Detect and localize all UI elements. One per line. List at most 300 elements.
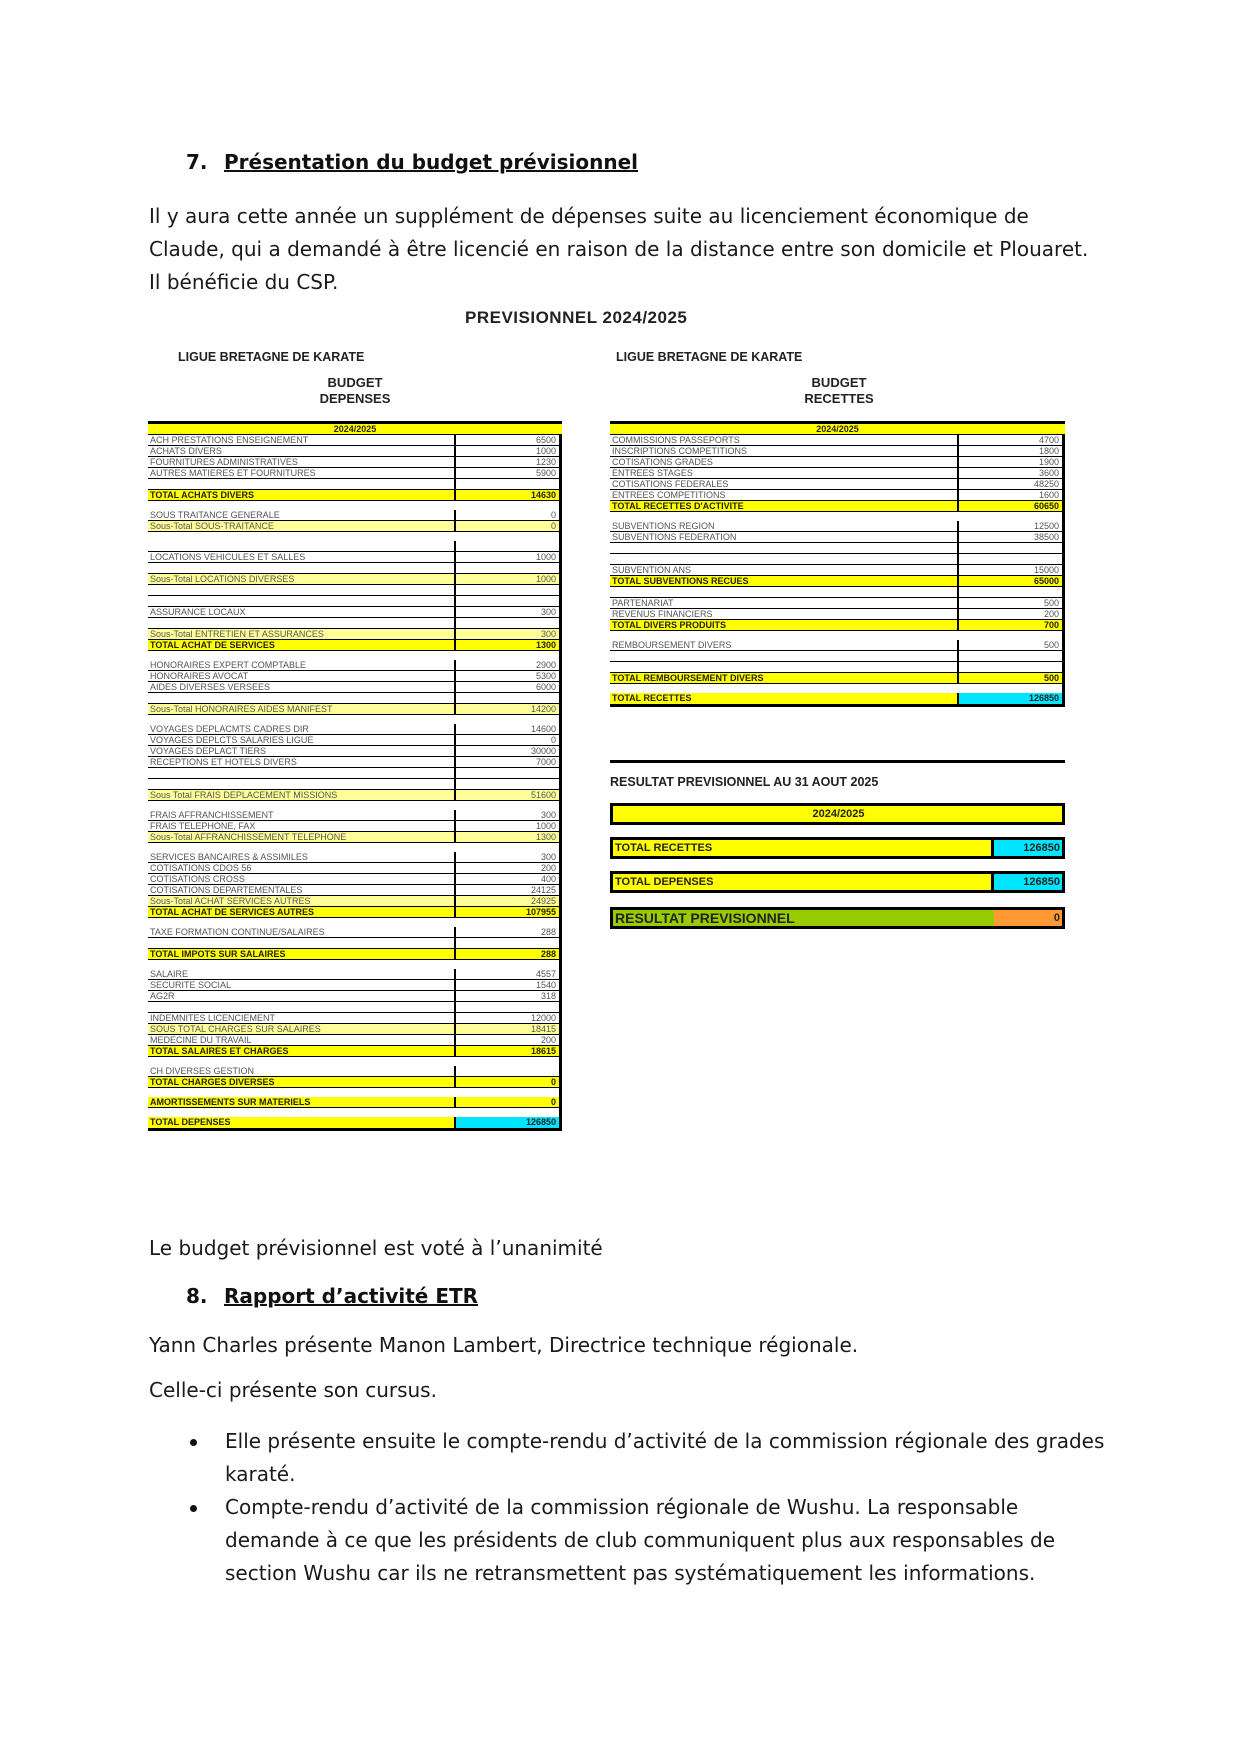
row-value <box>456 585 559 595</box>
section-8-intro: Yann Charles présente Manon Lambert, Directrice technique régionale. <box>149 1333 859 1357</box>
row-value <box>959 684 1062 693</box>
row-value <box>456 1002 559 1012</box>
row-value: 65000 <box>1033 576 1059 586</box>
table-row <box>610 640 1062 651</box>
row-label <box>148 918 456 927</box>
table-row <box>148 927 559 938</box>
row-label: TOTAL DIVERS PRODUITS <box>610 620 959 630</box>
row-label: AMORTISSEMENTS SUR MATERIELS <box>148 1097 456 1107</box>
row-label: INSCRIPTIONS COMPETITIONS <box>610 446 959 456</box>
table-row <box>610 620 1062 631</box>
right-org-name: LIGUE BRETAGNE DE KARATE <box>616 350 803 364</box>
row-label <box>148 541 456 551</box>
row-label: TOTAL SALAIRES ET CHARGES <box>148 1046 456 1056</box>
row-label: TOTAL CHARGES DIVERSES <box>148 1077 456 1087</box>
table-row <box>148 843 559 852</box>
row-label <box>610 554 959 564</box>
row-value: 1000 <box>535 446 556 456</box>
table-row <box>148 693 559 704</box>
table-row <box>148 618 559 629</box>
row-value: 0 <box>550 735 556 745</box>
row-value: 38500 <box>1033 532 1059 542</box>
row-label: TOTAL ACHAT DE SERVICES AUTRES <box>148 907 456 917</box>
row-label: MEDECINE DU TRAVAIL <box>148 1035 456 1045</box>
table-row <box>148 779 559 790</box>
row-label: SOUS TRAITANCE GENERALE <box>148 510 456 520</box>
bullet-text: Elle présente ensuite le compte-rendu d’activité de la commission régionale des grades karaté. <box>225 1429 1105 1486</box>
row-label: Sous-Total LOCATIONS DIVERSES <box>148 574 456 584</box>
row-value: 300 <box>540 810 556 820</box>
table-row <box>148 1057 559 1066</box>
table-row <box>148 479 559 490</box>
table-row <box>610 435 1062 446</box>
table-row <box>610 576 1062 587</box>
row-value: 6000 <box>535 682 556 692</box>
row-label: ASSURANCE LOCAUX <box>148 607 456 617</box>
row-value: 126850 <box>456 1117 559 1128</box>
row-label: HONORAIRES EXPERT COMPTABLE <box>148 660 456 670</box>
year-header: 2024/2025 <box>613 806 1062 822</box>
row-value: 1900 <box>1038 457 1059 467</box>
row-label: COTISATIONS CDOS 56 <box>148 863 456 873</box>
table-row <box>148 969 559 980</box>
row-value: 60650 <box>1033 501 1059 511</box>
row-value: 14630 <box>530 490 556 500</box>
table-row <box>148 521 559 532</box>
row-value: 300 <box>540 629 556 639</box>
table-row <box>148 832 559 843</box>
row-value: 700 <box>1043 620 1059 630</box>
row-label <box>148 779 456 789</box>
row-value: 1230 <box>535 457 556 467</box>
row-value: 1000 <box>535 552 556 562</box>
table-row <box>148 746 559 757</box>
row-value: 0 <box>550 521 556 531</box>
table-row <box>148 896 559 907</box>
table-row <box>148 949 559 960</box>
table-row <box>148 757 559 768</box>
paragraph-line: Il bénéficie du CSP. <box>149 270 339 294</box>
row-value: 500 <box>1043 598 1059 608</box>
row-value: 200 <box>1043 609 1059 619</box>
table-row <box>148 715 559 724</box>
row-value: 18615 <box>530 1046 556 1056</box>
row-label: Sous Total FRAIS DEPLACEMENT MISSIONS <box>148 790 456 800</box>
row-value: 30000 <box>530 746 556 756</box>
row-value: 7000 <box>535 757 556 767</box>
row-label: TOTAL RECETTES <box>610 693 959 704</box>
row-label <box>148 479 456 489</box>
table-row <box>148 541 559 552</box>
row-label: Sous-Total HONORAIRES AIDES MANIFEST <box>148 704 456 714</box>
total-recettes-value: 126850 <box>991 840 1062 856</box>
row-value <box>959 631 1062 640</box>
row-label <box>148 960 456 969</box>
right-budget-heading <box>774 375 904 407</box>
row-value: 3600 <box>1038 468 1059 478</box>
row-label <box>610 631 959 640</box>
row-value: 24925 <box>530 896 556 906</box>
row-value <box>456 693 559 703</box>
row-label: SOUS TOTAL CHARGES SUR SALAIRES <box>148 1024 456 1034</box>
table-row <box>148 490 559 501</box>
row-value: 500 <box>1043 640 1059 650</box>
section-8-heading <box>186 1284 478 1308</box>
row-label <box>610 512 959 521</box>
table-row <box>148 1024 559 1035</box>
row-label: LOCATIONS VEHICULES ET SALLES <box>148 552 456 562</box>
row-value: 300 <box>540 607 556 617</box>
section-number: 7. <box>186 150 208 174</box>
row-value: 5300 <box>535 671 556 681</box>
year-header: 2024/2025 <box>816 424 859 434</box>
table-row <box>148 790 559 801</box>
row-label: COTISATIONS CROSS <box>148 874 456 884</box>
row-label <box>610 587 959 597</box>
row-value <box>959 587 1062 597</box>
resultat-total-recettes <box>610 837 1065 859</box>
row-label: SALAIRE <box>148 969 456 979</box>
row-value <box>959 512 1062 521</box>
table-row <box>148 980 559 991</box>
row-value: 288 <box>540 949 556 959</box>
budget-title: PREVISIONNEL 2024/2025 <box>465 308 688 327</box>
row-label: SUBVENTIONS REGION <box>610 521 959 531</box>
row-value: 1540 <box>535 980 556 990</box>
table-row <box>148 1035 559 1046</box>
table-row <box>148 885 559 896</box>
depenses-table <box>148 421 562 1131</box>
table-row <box>148 704 559 715</box>
table-row <box>610 543 1062 554</box>
row-label <box>148 1057 456 1066</box>
row-value: 500 <box>1043 673 1059 683</box>
table-row <box>610 512 1062 521</box>
table-row <box>148 468 559 479</box>
table-row <box>148 552 559 563</box>
row-label <box>148 596 456 606</box>
row-label: ACHATS DIVERS <box>148 446 456 456</box>
row-value: 200 <box>540 863 556 873</box>
row-label: Sous-Total AFFRANCHISSEMENT TELEPHONE <box>148 832 456 842</box>
row-value <box>456 596 559 606</box>
table-row <box>148 907 559 918</box>
row-label <box>610 662 959 672</box>
row-label: FOURNITURES ADMINISTRATIVES <box>148 457 456 467</box>
row-value <box>959 554 1062 564</box>
row-value: 12500 <box>1033 521 1059 531</box>
table-row <box>148 457 559 468</box>
table-row <box>148 596 559 607</box>
table-row <box>148 1002 559 1013</box>
bullet-icon <box>190 1505 197 1512</box>
row-value: 300 <box>540 852 556 862</box>
table-row <box>610 565 1062 576</box>
table-header <box>148 421 562 435</box>
table-row <box>148 991 559 1002</box>
row-label <box>148 843 456 852</box>
table-row <box>148 810 559 821</box>
row-label <box>148 563 456 573</box>
row-value: 1300 <box>535 640 556 650</box>
row-value <box>959 662 1062 672</box>
row-label <box>610 684 959 693</box>
section-7-heading <box>186 150 638 174</box>
row-label: PARTENARIAT <box>610 598 959 608</box>
row-value: 18415 <box>530 1024 556 1034</box>
row-value <box>959 651 1062 661</box>
row-value: 14200 <box>530 704 556 714</box>
row-value: 12000 <box>530 1013 556 1023</box>
table-row <box>148 682 559 693</box>
row-label <box>148 801 456 810</box>
table-row <box>148 1077 559 1088</box>
row-label: AIDES DIVERSES VERSEES <box>148 682 456 692</box>
table-row <box>148 1066 559 1077</box>
row-label: AG2R <box>148 991 456 1001</box>
bullet-icon <box>190 1439 197 1446</box>
section-number: 8. <box>186 1284 208 1308</box>
row-value <box>959 543 1062 553</box>
row-value: 1600 <box>1038 490 1059 500</box>
row-label: AUTRES MATIERES ET FOURNITURES <box>148 468 456 478</box>
row-label: ENTREES COMPETITIONS <box>610 490 959 500</box>
table-row <box>610 521 1062 532</box>
row-label: REMBOURSEMENT DIVERS <box>610 640 959 650</box>
row-label <box>148 693 456 703</box>
table-row <box>610 479 1062 490</box>
row-label: Sous-Total ACHAT SERVICES AUTRES <box>148 896 456 906</box>
row-value: 200 <box>540 1035 556 1045</box>
row-value: 0 <box>550 1077 556 1087</box>
row-label <box>148 715 456 724</box>
table-row <box>148 446 559 457</box>
row-value <box>456 651 559 660</box>
section-8-cursus: Celle-ci présente son cursus. <box>149 1378 437 1402</box>
resultat-total-depenses <box>610 871 1065 893</box>
row-value: 0 <box>550 1097 556 1107</box>
resultat-previsionnel <box>610 907 1065 929</box>
row-value: 1300 <box>535 832 556 842</box>
row-value: 400 <box>540 874 556 884</box>
row-label: RECEPTIONS ET HOTELS DIVERS <box>148 757 456 767</box>
total-recettes-label: TOTAL RECETTES <box>613 840 991 856</box>
row-value <box>456 479 559 489</box>
table-row <box>610 693 1062 707</box>
row-value: 14600 <box>530 724 556 734</box>
table-row <box>148 863 559 874</box>
table-row <box>148 960 559 969</box>
row-label: Sous-Total ENTRETIEN ET ASSURANCES <box>148 629 456 639</box>
row-value <box>456 532 559 541</box>
table-row <box>148 1108 559 1117</box>
table-row <box>610 468 1062 479</box>
table-row <box>148 801 559 810</box>
row-label: TOTAL SUBVENTIONS RECUES <box>610 576 959 586</box>
resultat-block <box>610 760 1065 929</box>
row-label: REVENUS FINANCIERS <box>610 609 959 619</box>
row-value <box>456 715 559 724</box>
row-label: Sous-Total SOUS-TRAITANCE <box>148 521 456 531</box>
table-row <box>610 501 1062 512</box>
row-label: VOYAGES DEPLACMTS CADRES DIR <box>148 724 456 734</box>
row-label: INDEMNITES LICENCIEMENT <box>148 1013 456 1023</box>
row-value: 6500 <box>535 435 556 445</box>
row-label: TOTAL ACHATS DIVERS <box>148 490 456 500</box>
row-label: TOTAL RECETTES D'ACTIVITE <box>610 501 959 511</box>
row-label <box>148 532 456 541</box>
table-row <box>148 510 559 521</box>
table-row <box>148 640 559 651</box>
table-row <box>610 684 1062 693</box>
table-row <box>610 457 1062 468</box>
row-value: 1000 <box>535 574 556 584</box>
row-value <box>456 960 559 969</box>
table-row <box>148 532 559 541</box>
row-value: 24125 <box>530 885 556 895</box>
paragraph-line: Claude, qui a demandé à être licencié en raison de la distance entre son domicile et Plouaret. <box>149 237 1089 261</box>
total-depenses-value: 126850 <box>991 874 1062 890</box>
row-value: 4700 <box>1038 435 1059 445</box>
table-row <box>148 724 559 735</box>
row-value: 15000 <box>1033 565 1059 575</box>
section-title: Présentation du budget prévisionnel <box>224 150 639 174</box>
row-value: 51600 <box>530 790 556 800</box>
table-row <box>148 735 559 746</box>
section-title: Rapport d’activité ETR <box>224 1284 479 1308</box>
row-label: SUBVENTION ANS <box>610 565 959 575</box>
table-row <box>148 918 559 927</box>
row-label: SECURITE SOCIAL <box>148 980 456 990</box>
bullet-text: Compte-rendu d’activité de la commission régionale de Wushu. La responsable demande à ce que les présidents de club communiquent plus aux responsables de section Wushu car ils ne retransmettent pas systématiquement les informations. <box>225 1495 1056 1585</box>
row-label: COTISATIONS GRADES <box>610 457 959 467</box>
table-row <box>148 874 559 885</box>
table-row <box>148 938 559 949</box>
row-label <box>610 543 959 553</box>
row-label: TOTAL DEPENSES <box>148 1117 456 1128</box>
row-label: CH DIVERSES GESTION <box>148 1066 456 1076</box>
row-value <box>456 1057 559 1066</box>
table-row <box>148 435 559 446</box>
table-row <box>148 607 559 618</box>
row-value <box>456 768 559 778</box>
row-value: 288 <box>540 927 556 937</box>
row-value: 318 <box>540 991 556 1001</box>
table-row <box>610 673 1062 684</box>
row-label <box>148 501 456 510</box>
row-label: FRAIS AFFRANCHISSEMENT <box>148 810 456 820</box>
row-label: TOTAL ACHAT DE SERVICES <box>148 640 456 650</box>
left-org-name: LIGUE BRETAGNE DE KARATE <box>178 350 365 364</box>
year-header: 2024/2025 <box>333 424 377 434</box>
resultat-label: RESULTAT PREVISIONNEL <box>613 910 994 926</box>
table-row <box>148 574 559 585</box>
table-row <box>148 563 559 574</box>
vote-text: Le budget prévisionnel est voté à l’unanimité <box>149 1236 603 1260</box>
row-value: 0 <box>550 510 556 520</box>
row-label <box>610 651 959 661</box>
section-7-paragraph <box>149 200 1088 299</box>
resultat-value: 0 <box>994 910 1062 926</box>
recettes-table <box>610 421 1065 707</box>
row-label: TOTAL IMPOTS SUR SALAIRES <box>148 949 456 959</box>
table-header <box>610 421 1065 435</box>
row-value: 48250 <box>1033 479 1059 489</box>
recettes-rows <box>610 435 1065 707</box>
table-row <box>610 490 1062 501</box>
table-row <box>148 821 559 832</box>
table-row <box>148 1097 559 1108</box>
row-label: FRAIS TELEPHONE, FAX <box>148 821 456 831</box>
row-value: 5900 <box>535 468 556 478</box>
budget-type-label: DEPENSES <box>319 391 391 406</box>
table-row <box>610 554 1062 565</box>
row-label: COTISATIONS DEPARTEMENTALES <box>148 885 456 895</box>
row-label: TAXE FORMATION CONTINUE/SALAIRES <box>148 927 456 937</box>
row-label <box>148 938 456 948</box>
activity-bullet-list <box>149 1425 1109 1590</box>
table-row <box>610 446 1062 457</box>
row-value <box>456 843 559 852</box>
row-label: SUBVENTIONS FEDERATION <box>610 532 959 542</box>
row-label <box>148 1088 456 1097</box>
table-row <box>148 501 559 510</box>
row-value: 4557 <box>535 969 556 979</box>
row-value: 1000 <box>535 821 556 831</box>
left-budget-heading <box>290 375 420 407</box>
budget-label: BUDGET <box>327 375 383 390</box>
row-label <box>148 1108 456 1117</box>
row-value <box>456 541 559 551</box>
table-row <box>148 768 559 779</box>
row-label <box>148 618 456 628</box>
row-label <box>148 768 456 778</box>
budget-type-label: RECETTES <box>804 391 874 406</box>
row-label: ACH PRESTATIONS ENSEIGNEMENT <box>148 435 456 445</box>
table-row <box>148 660 559 671</box>
list-item <box>149 1425 1109 1491</box>
row-label: COTISATIONS FEDERALES <box>610 479 959 489</box>
row-label: SERVICES BANCAIRES & ASSIMILES <box>148 852 456 862</box>
row-value: 1800 <box>1038 446 1059 456</box>
row-label: HONORAIRES AVOCAT <box>148 671 456 681</box>
table-row <box>610 598 1062 609</box>
table-row <box>610 662 1062 673</box>
row-value <box>456 1108 559 1117</box>
resultat-title: RESULTAT PREVISIONNEL AU 31 AOUT 2025 <box>610 775 879 789</box>
table-row <box>610 651 1062 662</box>
table-row <box>148 1046 559 1057</box>
table-row <box>148 629 559 640</box>
row-value: 126850 <box>959 693 1062 704</box>
list-item <box>149 1491 1109 1590</box>
table-row <box>148 852 559 863</box>
row-value <box>456 938 559 948</box>
table-row <box>148 585 559 596</box>
row-label: VOYAGES DEPLCTS SALARIES LIGUE <box>148 735 456 745</box>
row-value <box>456 1088 559 1097</box>
table-row <box>148 1013 559 1024</box>
row-value <box>456 1066 559 1076</box>
table-row <box>610 631 1062 640</box>
budget-label: BUDGET <box>811 375 867 390</box>
row-value <box>456 801 559 810</box>
paragraph-line: Il y aura cette année un supplément de dépenses suite au licenciement économique de <box>149 204 1029 228</box>
row-value <box>456 618 559 628</box>
table-row <box>610 609 1062 620</box>
table-row <box>148 1117 559 1131</box>
row-value: 107955 <box>525 907 556 917</box>
